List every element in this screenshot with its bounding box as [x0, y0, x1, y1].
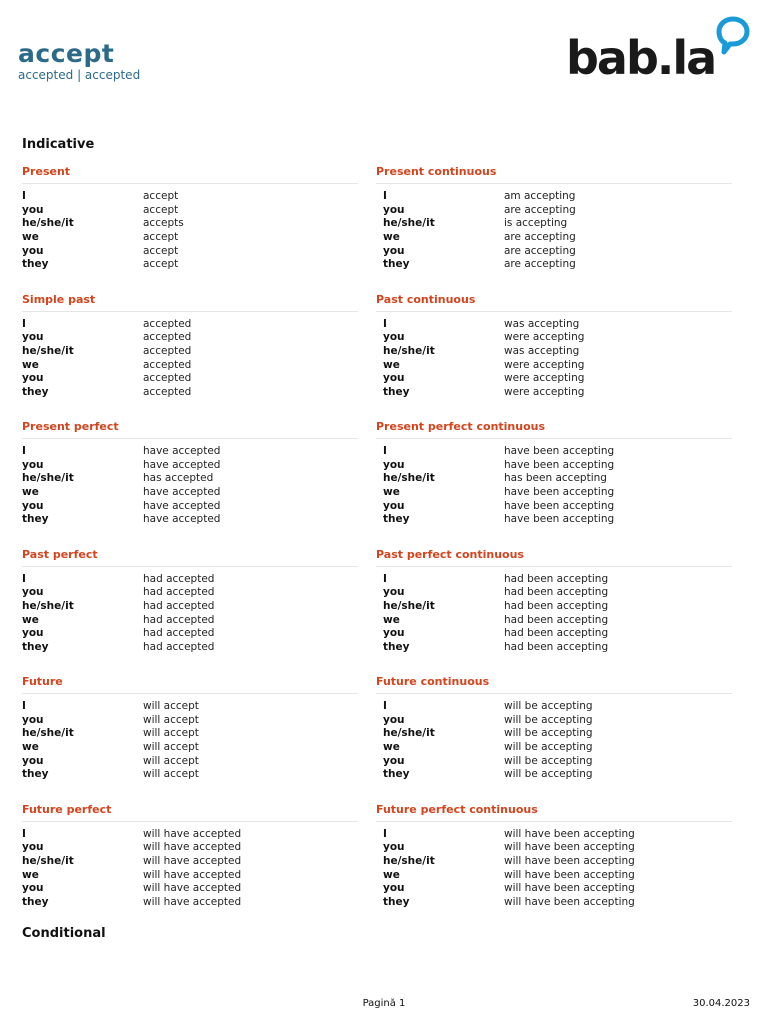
pronoun: he/she/it: [383, 599, 435, 612]
pronoun: he/she/it: [22, 344, 74, 357]
pronoun: they: [22, 385, 49, 398]
pronoun: you: [22, 754, 44, 767]
conjugation-row: [22, 372, 358, 386]
conjugation-row: [376, 318, 732, 332]
tense-title: Future continuous: [376, 675, 732, 694]
verb-header: [18, 40, 140, 82]
conjugation-row: [22, 768, 358, 782]
pronoun: I: [383, 700, 387, 712]
conjugation-row: [22, 500, 358, 514]
conjugation-row: [376, 727, 732, 741]
pronoun: he/she/it: [22, 217, 74, 230]
verb-form: will have accepted: [143, 841, 242, 854]
pronoun: I: [383, 317, 387, 330]
verb-form: had been accepting: [504, 599, 609, 612]
conjugation-row: [22, 855, 358, 869]
pronoun: you: [22, 458, 44, 471]
pronoun: we: [383, 741, 400, 754]
verb-form: will have accepted: [143, 827, 242, 840]
pronoun: you: [383, 882, 405, 895]
conjugation-row: [376, 600, 732, 614]
verb-form: were accepting: [504, 358, 585, 371]
conjugation-row: [376, 700, 732, 714]
verb-form: will have been accepting: [504, 895, 635, 908]
verb-form: accepted: [143, 344, 192, 357]
pronoun: we: [22, 486, 39, 499]
pronoun: I: [22, 572, 26, 585]
tense-block: [18, 293, 358, 400]
verb-form: will have been accepting: [504, 827, 635, 840]
pronoun: we: [383, 486, 400, 499]
conjugation-row: [376, 231, 732, 245]
tense-block: [372, 293, 732, 400]
tense-block: [372, 803, 732, 910]
conjugation-row: [22, 841, 358, 855]
conjugation-row: [22, 204, 358, 218]
pronoun: you: [22, 372, 44, 385]
conjugation-row: [376, 869, 732, 883]
verb-form: will be accepting: [504, 713, 593, 726]
verb-form: accept: [143, 231, 179, 244]
conjugation-row: [22, 345, 358, 359]
logo-text: bab.la: [566, 31, 716, 85]
pronoun: they: [383, 385, 410, 398]
conjugation-row: [376, 586, 732, 600]
verb-form: have been accepting: [504, 513, 615, 526]
conjugation-row: [376, 741, 732, 755]
conjugation-row: [22, 741, 358, 755]
conjugation-row: [376, 217, 732, 231]
verb-form: accepted: [143, 331, 192, 344]
tense-block: [372, 548, 732, 655]
conjugation-row: [22, 513, 358, 527]
tense-title: Future perfect: [22, 803, 358, 822]
verb-form: accepted: [143, 317, 192, 330]
conjugation-row: [376, 486, 732, 500]
conjugation-row: [22, 217, 358, 231]
verb-form: have accepted: [143, 458, 221, 471]
tense-title: Present perfect: [22, 420, 358, 439]
verb-form: will be accepting: [504, 768, 593, 781]
conjugation-row: [376, 573, 732, 587]
pronoun: we: [383, 868, 400, 881]
conjugation-row: [22, 245, 358, 259]
pronoun: you: [22, 841, 44, 854]
pronoun: you: [22, 713, 44, 726]
pronoun: you: [383, 203, 405, 216]
verb-form: had accepted: [143, 627, 215, 640]
verb-form: have been accepting: [504, 445, 615, 457]
conjugation-row: [376, 841, 732, 855]
verb-form: will accept: [143, 768, 199, 781]
conjugation-row: [22, 190, 358, 204]
verb-form: are accepting: [504, 203, 576, 216]
verb-form: were accepting: [504, 331, 585, 344]
conjugation-row: [376, 768, 732, 782]
verb-form: had been accepting: [504, 640, 609, 653]
tense-title: Past perfect: [22, 548, 358, 567]
verb-form: had accepted: [143, 613, 215, 626]
verb-title: accept: [18, 39, 115, 68]
conjugation-row: [376, 627, 732, 641]
conjugation-row: [376, 755, 732, 769]
pronoun: they: [383, 640, 410, 653]
conjugation-row: [376, 372, 732, 386]
pronoun: you: [383, 458, 405, 471]
conjugation-row: [22, 318, 358, 332]
tense-block: [18, 548, 358, 655]
conjugation-row: [22, 359, 358, 373]
pronoun: they: [22, 640, 49, 653]
verb-form: are accepting: [504, 231, 576, 244]
tense-title: Future: [22, 675, 358, 694]
conjugation-row: [22, 600, 358, 614]
verb-form: accept: [143, 244, 179, 257]
pronoun: you: [383, 586, 405, 599]
verb-form: had been accepting: [504, 627, 609, 640]
pronoun: we: [22, 231, 39, 244]
conjugation-row: [22, 331, 358, 345]
tense-block: [372, 675, 732, 782]
conjugation-row: [22, 896, 358, 910]
pronoun: he/she/it: [22, 727, 74, 740]
verb-form: had accepted: [143, 586, 215, 599]
conjugation-row: [376, 855, 732, 869]
verb-form: will have been accepting: [504, 841, 635, 854]
tense-block: [372, 420, 732, 527]
conjugation-row: [376, 828, 732, 842]
pronoun: he/she/it: [383, 217, 435, 230]
tense-title: Simple past: [22, 293, 358, 312]
pronoun: you: [383, 372, 405, 385]
pronoun: they: [383, 895, 410, 908]
verb-form: will be accepting: [504, 754, 593, 767]
conjugation-row: [376, 245, 732, 259]
conjugation-row: [376, 500, 732, 514]
pronoun: I: [383, 445, 387, 457]
conjugation-row: [22, 573, 358, 587]
pronoun: he/she/it: [383, 344, 435, 357]
pronoun: they: [22, 768, 49, 781]
pronoun: I: [22, 445, 26, 457]
verb-form: will have accepted: [143, 895, 242, 908]
conjugation-row: [22, 472, 358, 486]
conjugation-row: [22, 828, 358, 842]
tense-title: Past continuous: [376, 293, 732, 312]
conjugation-row: [376, 386, 732, 400]
pronoun: you: [383, 841, 405, 854]
pronoun: he/she/it: [22, 599, 74, 612]
verb-form: had been accepting: [504, 613, 609, 626]
verb-form: accept: [143, 258, 179, 271]
verb-form: have accepted: [143, 486, 221, 499]
pronoun: we: [383, 358, 400, 371]
verb-form: is accepting: [504, 217, 568, 230]
tense-block: [18, 675, 358, 782]
conjugation-row: [22, 714, 358, 728]
verb-form: were accepting: [504, 385, 585, 398]
tense-title: Future perfect continuous: [376, 803, 732, 822]
verb-form: had been accepting: [504, 586, 609, 599]
verb-form: will accept: [143, 713, 199, 726]
page-date: 30.04.2023: [692, 998, 750, 1009]
pronoun: we: [22, 613, 39, 626]
pronoun: you: [22, 882, 44, 895]
pronoun: they: [22, 895, 49, 908]
conjugation-row: [22, 445, 358, 459]
pronoun: you: [22, 586, 44, 599]
conjugation-row: [22, 386, 358, 400]
pronoun: I: [383, 190, 387, 202]
verb-form: will have accepted: [143, 854, 242, 867]
pronoun: they: [383, 258, 410, 271]
pronoun: he/she/it: [383, 472, 435, 485]
pronoun: you: [383, 754, 405, 767]
verb-form: will be accepting: [504, 727, 593, 740]
verb-form: will have been accepting: [504, 882, 635, 895]
pronoun: he/she/it: [383, 727, 435, 740]
verb-form: have been accepting: [504, 499, 615, 512]
pronoun: you: [383, 713, 405, 726]
page-number: Pagină 1: [362, 998, 406, 1009]
verb-form: accept: [143, 190, 179, 202]
conjugation-row: [22, 727, 358, 741]
verb-form: was accepting: [504, 344, 580, 357]
conjugation-row: [376, 513, 732, 527]
pronoun: we: [383, 231, 400, 244]
pronoun: you: [383, 499, 405, 512]
verb-form: had accepted: [143, 599, 215, 612]
pronoun: you: [383, 627, 405, 640]
conjugation-row: [22, 700, 358, 714]
pronoun: I: [22, 827, 26, 840]
verb-form: had accepted: [143, 572, 215, 585]
conjugation-row: [22, 869, 358, 883]
verb-form: am accepting: [504, 190, 576, 202]
pronoun: I: [22, 317, 26, 330]
pronoun: he/she/it: [22, 854, 74, 867]
conjugation-row: [376, 331, 732, 345]
verb-form: will be accepting: [504, 700, 593, 712]
conjugation-row: [22, 231, 358, 245]
pronoun: I: [22, 190, 26, 202]
pronoun: he/she/it: [383, 854, 435, 867]
verb-form: has been accepting: [504, 472, 607, 485]
verb-form: will have been accepting: [504, 854, 635, 867]
verb-form: will have been accepting: [504, 868, 635, 881]
verb-form: accept: [143, 203, 179, 216]
babla-logo: [566, 16, 750, 85]
pronoun: they: [383, 513, 410, 526]
conjugation-row: [22, 627, 358, 641]
conjugation-row: [22, 755, 358, 769]
speech-bubble-icon: [716, 16, 750, 56]
conjugation-row: [376, 459, 732, 473]
verb-form: accepted: [143, 358, 192, 371]
verb-form: have accepted: [143, 513, 221, 526]
verb-form: were accepting: [504, 372, 585, 385]
verb-form: accepts: [143, 217, 184, 230]
pronoun: he/she/it: [22, 472, 74, 485]
pronoun: they: [22, 258, 49, 271]
pronoun: I: [383, 572, 387, 585]
conjugation-row: [22, 614, 358, 628]
pronoun: we: [383, 613, 400, 626]
conjugation-row: [376, 445, 732, 459]
tense-title: Present perfect continuous: [376, 420, 732, 439]
verb-form: are accepting: [504, 258, 576, 271]
verb-form: have accepted: [143, 445, 221, 457]
conjugation-row: [376, 896, 732, 910]
conjugation-row: [376, 641, 732, 655]
conjugation-row: [376, 258, 732, 272]
verb-form: accepted: [143, 372, 192, 385]
verb-form: have accepted: [143, 499, 221, 512]
pronoun: we: [22, 358, 39, 371]
pronoun: they: [383, 768, 410, 781]
tense-title: Present: [22, 165, 358, 184]
pronoun: they: [22, 513, 49, 526]
conjugation-row: [376, 614, 732, 628]
pronoun: you: [22, 203, 44, 216]
pronoun: you: [383, 244, 405, 257]
verb-form: will have accepted: [143, 868, 242, 881]
pronoun: you: [22, 331, 44, 344]
conjugation-row: [22, 641, 358, 655]
pronoun: you: [22, 244, 44, 257]
section-conditional: Conditional: [22, 926, 106, 941]
tense-block: [18, 420, 358, 527]
section-indicative: Indicative: [22, 137, 95, 152]
verb-form: are accepting: [504, 244, 576, 257]
pronoun: I: [22, 700, 26, 712]
verb-form: have been accepting: [504, 458, 615, 471]
tense-title: Past perfect continuous: [376, 548, 732, 567]
verb-form: have been accepting: [504, 486, 615, 499]
verb-form: will accept: [143, 700, 199, 712]
verb-form: will have accepted: [143, 882, 242, 895]
verb-form: accepted: [143, 385, 192, 398]
conjugation-row: [22, 586, 358, 600]
conjugation-row: [22, 258, 358, 272]
conjugation-row: [22, 459, 358, 473]
pronoun: you: [22, 627, 44, 640]
conjugation-row: [376, 204, 732, 218]
conjugation-row: [376, 359, 732, 373]
verb-form: has accepted: [143, 472, 214, 485]
pronoun: I: [383, 827, 387, 840]
conjugation-row: [376, 472, 732, 486]
verb-form: will accept: [143, 727, 199, 740]
tense-block: [372, 165, 732, 272]
tense-block: [18, 165, 358, 272]
conjugation-row: [22, 882, 358, 896]
verb-form: will be accepting: [504, 741, 593, 754]
verb-form: had accepted: [143, 640, 215, 653]
verb-forms: accepted | accepted: [18, 68, 141, 82]
pronoun: we: [22, 741, 39, 754]
conjugation-row: [376, 190, 732, 204]
verb-form: was accepting: [504, 317, 580, 330]
tense-block: [18, 803, 358, 910]
verb-form: will accept: [143, 754, 199, 767]
conjugation-row: [22, 486, 358, 500]
conjugation-row: [376, 714, 732, 728]
tense-title: Present continuous: [376, 165, 732, 184]
verb-form: had been accepting: [504, 572, 609, 585]
pronoun: we: [22, 868, 39, 881]
conjugation-row: [376, 882, 732, 896]
pronoun: you: [383, 331, 405, 344]
verb-form: will accept: [143, 741, 199, 754]
conjugation-row: [376, 345, 732, 359]
pronoun: you: [22, 499, 44, 512]
